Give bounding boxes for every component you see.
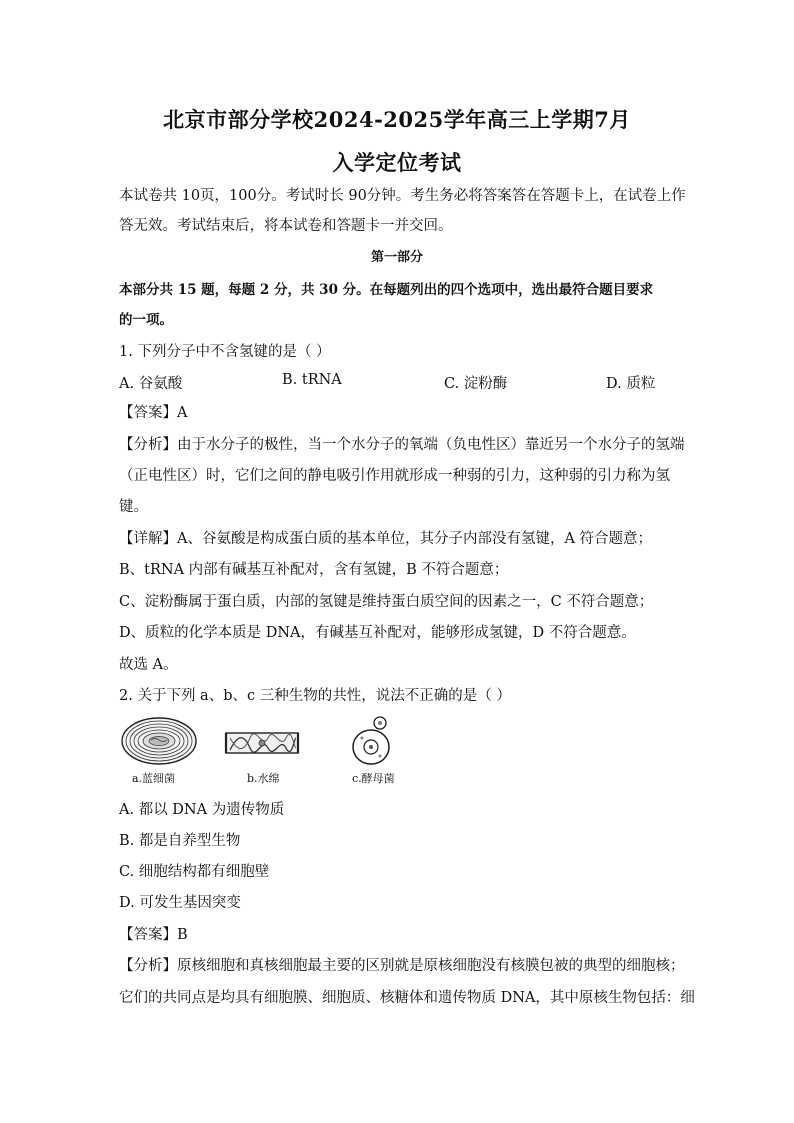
- q1-option-c: C. 淀粉酶: [444, 376, 508, 392]
- q2-stem: 2. 关于下列 a、b、c 三种生物的共性，说法不正确的是（ ）: [119, 688, 511, 704]
- figure-c-caption: c.酵母菌: [352, 772, 395, 785]
- q1-detail-1: 【详解】A、谷氨酸是构成蛋白质的基本单位，其分子内部没有氢键，A 符合题意；: [119, 531, 653, 547]
- q2-answer: 【答案】B: [119, 927, 188, 943]
- intro-line-1: 本试卷共 10页，100分。考试时长 90分钟。考生务必将答案答在答题卡上，在试卷上作: [119, 188, 686, 204]
- spirogyra-figure: [224, 730, 300, 756]
- section-instructions-2: 的一项。: [119, 312, 173, 328]
- q2-option-d: D. 可发生基因突变: [119, 895, 241, 911]
- cyanobacteria-figure: [120, 715, 198, 767]
- q1-option-b: B. tRNA: [282, 372, 342, 388]
- yeast-figure: [350, 714, 396, 766]
- exam-title-line1: 北京市部分学校2024-2025学年高三上学期7月: [163, 107, 631, 132]
- figure-a-caption: a.蓝细菌: [132, 772, 176, 785]
- q1-option-d: D. 质粒: [606, 376, 656, 392]
- section-instructions-1: 本部分共 15 题，每题 2 分，共 30 分。在每题列出的四个选项中，选出最符合题目要求: [119, 282, 654, 298]
- q2-option-b: B. 都是自养型生物: [119, 833, 241, 849]
- q2-option-a: A. 都以 DNA 为遗传物质: [119, 802, 285, 818]
- q1-analysis-1: 【分析】由于水分子的极性，当一个水分子的氧端（负电性区）靠近另一个水分子的氢端: [119, 437, 685, 453]
- q1-option-a: A. 谷氨酸: [119, 376, 183, 392]
- section-heading: 第一部分: [370, 250, 423, 265]
- intro-line-2: 答无效。考试结束后，将本试卷和答题卡一并交回。: [119, 218, 453, 234]
- q1-detail-4: D、质粒的化学本质是 DNA，有碱基互补配对，能够形成氢键，D 不符合题意。: [119, 625, 636, 641]
- q1-detail-3: C、淀粉酶属于蛋白质，内部的氢键是维持蛋白质空间的因素之一，C 不符合题意；: [119, 594, 654, 610]
- q2-analysis-2: 它们的共同点是均具有细胞膜、细胞质、核糖体和遗传物质 DNA，其中原核生物包括：细: [119, 990, 695, 1006]
- q1-analysis-3: 键。: [119, 499, 148, 515]
- q2-analysis-1: 【分析】原核细胞和真核细胞最主要的区别就是原核细胞没有核膜包被的典型的细胞核；: [119, 958, 685, 974]
- q1-conclusion: 故选 A。: [119, 657, 178, 673]
- q2-option-c: C. 细胞结构都有细胞壁: [119, 864, 270, 880]
- q1-answer: 【答案】A: [119, 405, 188, 421]
- figure-b-caption: b.水绵: [247, 772, 280, 785]
- exam-title-line2: 入学定位考试: [332, 150, 462, 175]
- q1-detail-2: B、tRNA 内部有碱基互补配对，含有氢键，B 不符合题意；: [119, 562, 509, 578]
- q1-stem: 1. 下列分子中不含氢键的是（ ）: [119, 344, 331, 360]
- q1-analysis-2: （正电性区）时，它们之间的静电吸引作用就形成一种弱的引力，这种弱的引力称为氢: [119, 468, 670, 484]
